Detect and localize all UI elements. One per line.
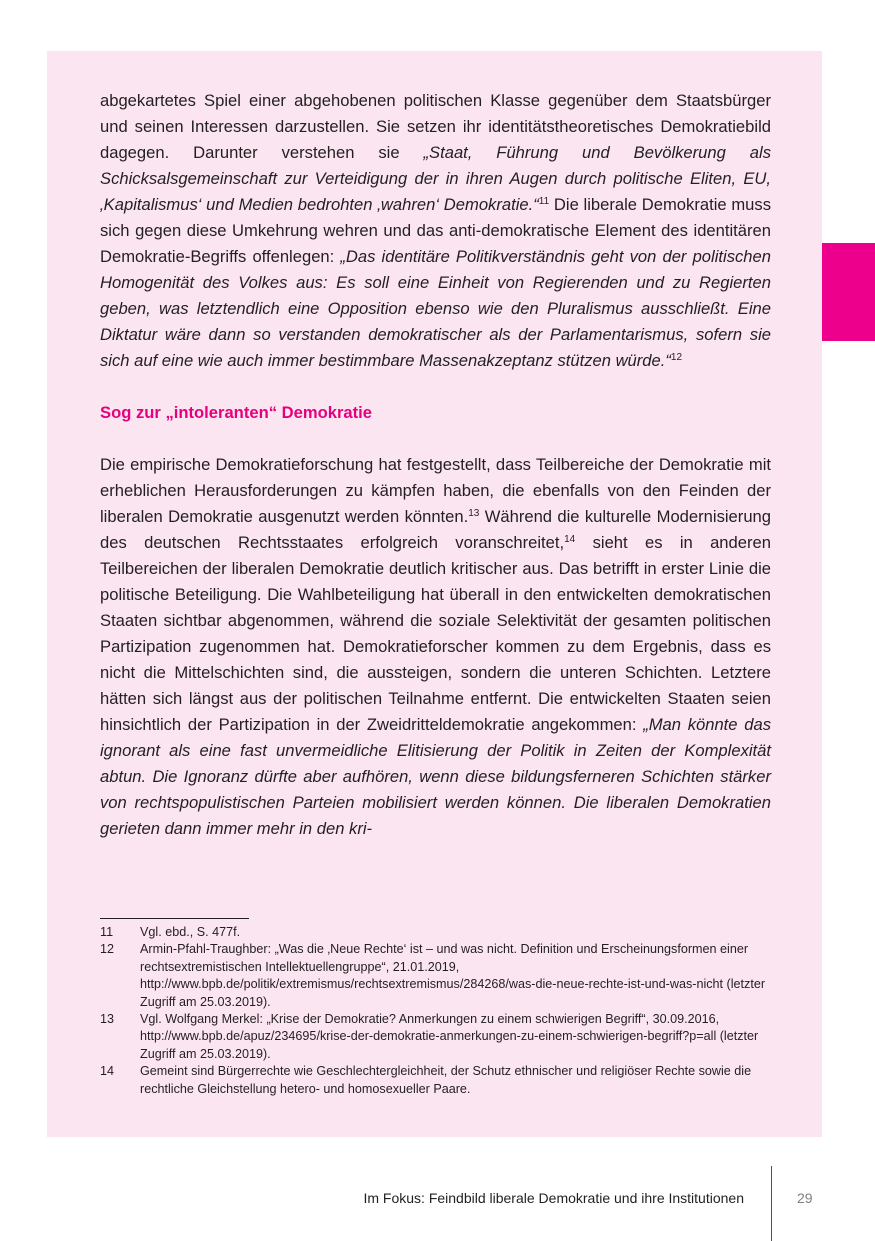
paragraph-1-text-2: Die liberale Demokratie muss sich gegen diese Umkehrung wehren und das anti-demokratische Element des identitären Demokratie-Begriffs offenlegen: xyxy=(100,195,771,266)
footnote-divider xyxy=(100,918,249,919)
page-number: 29 xyxy=(797,1190,813,1206)
footnote-ref-14: 14 xyxy=(564,534,576,545)
paragraph-1-text-1: abgekartetes Spiel einer abgehobenen politischen Klasse gegenüber dem Staatsbürger und seinen Interessen darzustellen. Sie setzen ihr identitätstheoretisches Demokratiebild dagegen. Darunter verstehen sie xyxy=(100,91,771,162)
footnote-text: Gemeint sind Bürgerrechte wie Geschlechtergleichheit, der Schutz ethnischer und religiöser Rechte sowie die rechtliche Gleichstellung hetero- und homosexueller Paare. xyxy=(140,1064,752,1096)
paragraph-1-quote-1: „Staat, Führung und Bevölkerung als Schicksalsgemeinschaft zur Verteidigung der in ihren Augen durch politische Eliten, EU, ‚Kapitalismus‘ und Medien bedrohten ‚wahren‘ Demokratie.“ xyxy=(100,143,771,214)
footnote-item xyxy=(100,1011,780,1063)
footnote-text: Armin-Pfahl-Traughber: „Was die ‚Neue Rechte‘ ist – und was nicht. Definition und Erscheinungsformen einer rechtsextremistischen Intellektuellengruppe“, 21.01.2019, http://www.bpb.de/politik/extremismus/rechtsextremismus/284268/was-die-neue-rechte-ist-und-was-nicht (letzter Zugriff am 25.03.2019). xyxy=(140,942,766,1009)
footnote-ref-13: 13 xyxy=(468,508,480,519)
footnote-ref-12: 12 xyxy=(670,352,683,363)
footnote-text: Vgl. ebd., S. 477f. xyxy=(140,925,241,939)
footnote-ref-11: 11 xyxy=(538,196,550,207)
footnote-text: Vgl. Wolfgang Merkel: „Krise der Demokratie? Anmerkungen zu einem schwierigen Begriff“, 30.09.2016, http://www.bpb.de/apuz/234695/krise-der-demokratie-anmerkungen-zu-einem-schwierigen-begriff?p=all (letzter Zugriff am 25.03.2019). xyxy=(140,1012,759,1061)
footnote-item xyxy=(100,1063,780,1098)
chapter-tab-marker xyxy=(822,243,875,341)
footnote-number: 12 xyxy=(100,942,115,957)
footnotes xyxy=(100,924,780,1098)
paragraph-2-quote-1: „Man könnte das ignorant als eine fast unvermeidliche Elitisierung der Politik in Zeiten der Komplexität abtun. Die Ignoranz dürfte aber aufhören, wenn diese bildungsferneren Schichten stärker von rechtspopulistischen Parteien mobilisiert werden können. Die liberalen Demokratien gerieten dann immer mehr in den kri- xyxy=(100,715,771,838)
running-footer-title: Im Fokus: Feindbild liberale Demokratie und ihre Institutionen xyxy=(363,1190,744,1206)
footnote-number: 13 xyxy=(100,1012,115,1027)
section-heading: Sog zur „intoleranten“ Demokratie xyxy=(100,403,372,422)
paragraph-2-text-3: sieht es in anderen Teilbereichen der liberalen Demokratie deutlich kritischer aus. Das betrifft in erster Linie die politische Beteiligung. Die Wahlbeteiligung hat überall in den entwickelten demokratischen Staaten sichtbar abgenommen, während die soziale Selektivität der gesamten politischen Partizipation zugenommen hat. Demokratieforscher kommen zu dem Ergebnis, dass es nicht die Mittelschichten sind, die aussteigen, sondern die unteren Schichten. Letztere hätten sich längst aus der politischen Teilnahme entfernt. Die entwickelten Staaten seien hinsichtlich der Partizipation in der Zweidritteldemokratie angekommen: xyxy=(100,533,771,734)
paragraph-2 xyxy=(100,452,771,842)
paragraph-2-text-1: Die empirische Demokratieforschung hat festgestellt, dass Teilbereiche der Demokratie mit erheblichen Herausforderungen zu kämpfen haben, die ebenfalls von den Feinden der liberalen Demokratie ausgenutzt werden könnten. xyxy=(100,455,771,526)
paragraph-1 xyxy=(100,88,771,374)
paragraph-2-text-2: Während die kulturelle Modernisierung des deutschen Rechtsstaates erfolgreich voranschreitet, xyxy=(100,507,772,552)
main-text xyxy=(100,88,771,842)
footer-divider xyxy=(771,1166,772,1241)
footnote-item xyxy=(100,924,780,941)
paragraph-1-quote-2: „Das identitäre Politikverständnis geht von der politischen Homogenität des Volkes aus: Es soll eine Einheit von Regierenden und zu Regierten geben, was letztendlich eine Opposition ebenso wie den Pluralismus ausschließt. Eine Diktatur wäre dann so verstanden demokratischer als der Parlamentarismus, sofern sie sich auf eine wie auch immer bestimmbare Massenakzeptanz stützen würde.“ xyxy=(100,247,771,370)
footnote-number: 14 xyxy=(100,1064,115,1079)
footnote-number: 11 xyxy=(100,925,114,939)
footnote-item xyxy=(100,941,780,1011)
